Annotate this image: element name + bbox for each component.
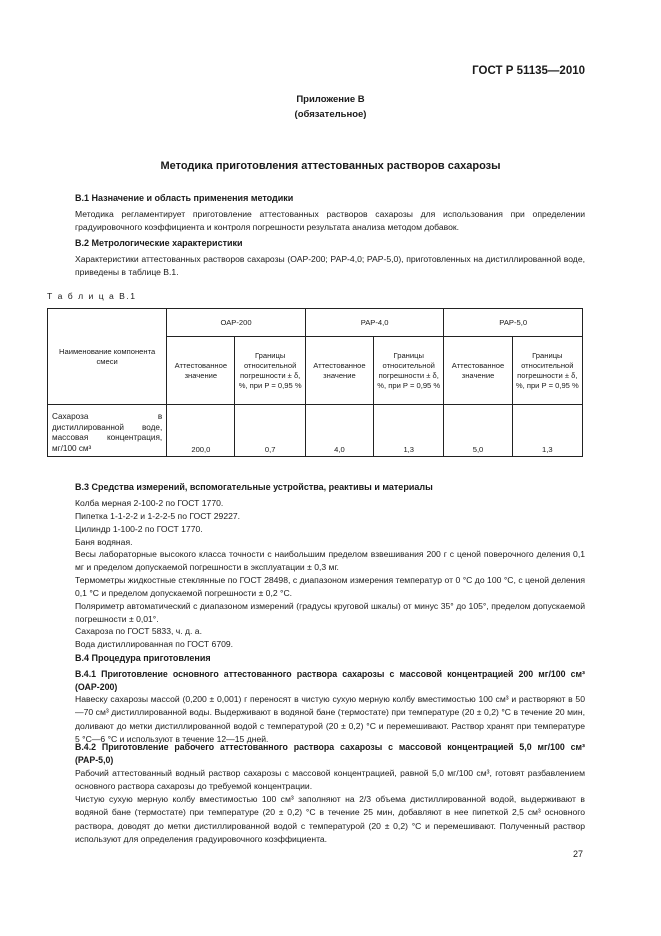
table-subheader-value: Аттестованное значение <box>167 337 235 405</box>
table-group-header: ОАР-200 <box>167 309 306 337</box>
paragraph-b42a: Рабочий аттестованный водный раствор сахарозы с массовой концентрацией, равной 5,0 мг/100 см³, готовят разбавлением основного раствора сахарозы до требуемой концентрации. <box>75 768 585 792</box>
table-header-name: Наименование компонента смеси <box>48 309 167 405</box>
subsection-heading-b42: В.4.2 Приготовление рабочего аттестованного раствора сахарозы с массовой концентрацией 5,0 мг/100 см³ (РАР-5,0) <box>75 742 585 766</box>
paragraph-b2: Характеристики аттестованных растворов сахарозы (ОАР-200; РАР-4,0; РАР-5,0), приготовленных на дистиллированной воде, приведены в таблице В.1. <box>75 254 585 278</box>
equipment-item: Колба мерная 2-100-2 по ГОСТ 1770. <box>75 498 224 508</box>
section-heading-b3: В.3 Средства измерений, вспомогательные устройства, реактивы и материалы <box>75 482 433 492</box>
table-cell: 200,0 <box>167 405 235 457</box>
equipment-item: Цилиндр 1-100-2 по ГОСТ 1770. <box>75 524 203 534</box>
table-caption: Т а б л и ц а В.1 <box>47 291 137 301</box>
equipment-item: Вода дистиллированная по ГОСТ 6709. <box>75 639 234 649</box>
table-subheader-value: Аттестованное значение <box>305 337 373 405</box>
table-group-header: РАР-4,0 <box>305 309 444 337</box>
table-subheader-error: Границы относительной погрешности ± δ, %, при P = 0,95 % <box>512 337 582 405</box>
table-subheader-error: Границы относительной погрешности ± δ, %, при P = 0,95 % <box>235 337 305 405</box>
paragraph-b1: Методика регламентирует приготовление аттестованных растворов сахарозы для использования при определении градуировочного коэффициента и контроля погрешности результата анализа методом добавок. <box>75 209 585 233</box>
annex-status: (обязательное) <box>294 109 367 120</box>
section-heading-b2: В.2 Метрологические характеристики <box>75 238 243 248</box>
section-heading-b1: В.1 Назначение и область применения методики <box>75 193 294 203</box>
table-cell: 1,3 <box>512 405 582 457</box>
subsection-heading-b41: В.4.1 Приготовление основного аттестованного раствора сахарозы с массовой концентрацией 200 мг/100 см³ (ОАР-200) <box>75 669 585 693</box>
equipment-item: Сахароза по ГОСТ 5833, ч. д. а. <box>75 626 202 636</box>
table-row-label: Сахароза в дистиллированной воде, массовая концентрация, мг/100 см³ <box>48 405 167 457</box>
table-cell: 0,7 <box>235 405 305 457</box>
table-cell: 5,0 <box>444 405 512 457</box>
annex-title: Приложение В <box>296 94 365 105</box>
table-b1 <box>47 308 583 457</box>
paragraph-b42b: Чистую сухую мерную колбу вместимостью 100 см³ заполняют на 2/3 объема дистиллированной водой, выдерживают в водяной бане (термостате) при температуре (20 ± 0,2) °С в течение 25 мин, добавляют в нее пипеткой 2,5 см³ основного раствора, доводят до метки дистиллированной водой с температурой (20 ± 0,2) °С и перемешивают. Полученный раствор используют для определения градуировочного коэффициента. <box>75 794 585 845</box>
table-subheader-value: Аттестованное значение <box>444 337 512 405</box>
equipment-paragraph: Весы лабораторные высокого класса точности с наибольшим пределом взвешивания 200 г с ценой поверочного деления 0,1 мг и пределом допускаемой погрешности в эксплуатации ± 0,3 мг. <box>75 549 585 573</box>
standard-number: ГОСТ Р 51135—2010 <box>472 65 585 77</box>
paragraph-b41: Навеску сахарозы массой (0,200 ± 0,001) г переносят в чистую сухую мерную колбу вместимостью 100 см³ и растворяют в 50—70 см³ дистиллированной воды. Выдерживают в водяной бане (термостате) при температуре (20 ± 0,2) °С в течение 20 мин, доливают до метки дистиллированной водой с температурой (20 ± 0,2) °С и перемешивают. Раствор хранят при температуре 5 °С—6 °С и используют в течение 12—15 дней. <box>75 694 585 745</box>
table-subheader-error: Границы относительной погрешности ± δ, %, при P = 0,95 % <box>374 337 444 405</box>
equipment-item: Пипетка 1-1-2-2 и 1-2-2-5 по ГОСТ 29227. <box>75 511 241 521</box>
table-cell: 1,3 <box>374 405 444 457</box>
page-number: 27 <box>572 849 583 859</box>
document-title: Методика приготовления аттестованных растворов сахарозы <box>160 160 501 172</box>
section-heading-b4: В.4 Процедура приготовления <box>75 653 211 663</box>
equipment-paragraph: Термометры жидкостные стеклянные по ГОСТ 28498, с диапазоном измерения температур от 0 °С до 100 °С, с ценой деления 0,1 °С и пределом допускаемой погрешности ± 0,2 °С. <box>75 575 585 599</box>
table-cell: 4,0 <box>305 405 373 457</box>
equipment-paragraph: Поляриметр автоматический с диапазоном измерений (градусы круговой шкалы) от минус 35° до 105°, пределом допускаемой погрешности ± 0,01°. <box>75 601 585 625</box>
table-group-header: РАР-5,0 <box>444 309 583 337</box>
equipment-item: Баня водяная. <box>75 537 133 547</box>
